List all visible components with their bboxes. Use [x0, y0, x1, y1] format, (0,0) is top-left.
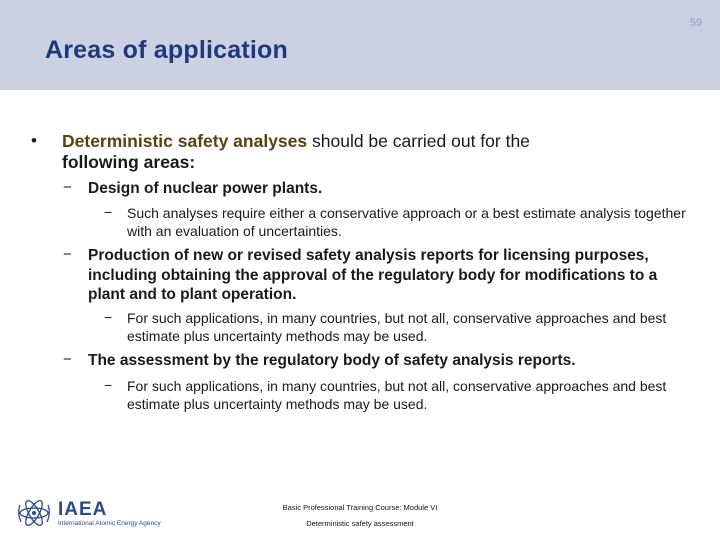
slide-number: 59: [689, 17, 702, 29]
detail-applications-2: For such applications, in many countries, but not all, conservative approaches and best estimate plus uncertainty methods may be used.: [127, 378, 667, 412]
footer-course: Basic Professional Training Course: Module VI: [282, 503, 438, 512]
detail-conservative: Such analyses require either a conservative approach or a best estimate analysis together with an evaluation of uncertainties.: [127, 205, 686, 239]
dash-mark: −: [63, 351, 72, 368]
footer-module-title: Deterministic safety assessment: [306, 519, 414, 528]
sub-bullet-assessment: The assessment by the regulatory body of safety analysis reports.: [88, 352, 576, 369]
detail-applications-1: For such applications, in many countries, but not all, conservative approaches and best estimate plus uncertainty methods may be used.: [127, 310, 667, 344]
dash-mark: −: [104, 377, 113, 393]
iaea-logo: [14, 495, 174, 531]
bullet-normal-text: should be carried out for the: [307, 131, 530, 151]
bullet-line2: following areas:: [62, 152, 196, 172]
dash-mark: −: [104, 204, 113, 220]
dash-mark: −: [63, 246, 72, 263]
slide-title: Areas of application: [45, 36, 288, 64]
dash-mark: −: [104, 309, 113, 325]
logo-name: IAEA: [58, 499, 108, 520]
sub-bullet-production: Production of new or revised safety analysis reports for licensing purposes, including obtaining the approval of the regulatory body for modifications to a plant and to plant operation.: [88, 247, 658, 303]
bullet-mark: •: [31, 131, 37, 150]
dash-mark: −: [63, 179, 72, 196]
highlight-text: Deterministic safety analyses: [62, 131, 308, 151]
logo-subtitle: International Atomic Energy Agency: [58, 520, 161, 527]
sub-bullet-design: Design of nuclear power plants.: [88, 180, 323, 197]
main-bullet: [62, 131, 662, 173]
